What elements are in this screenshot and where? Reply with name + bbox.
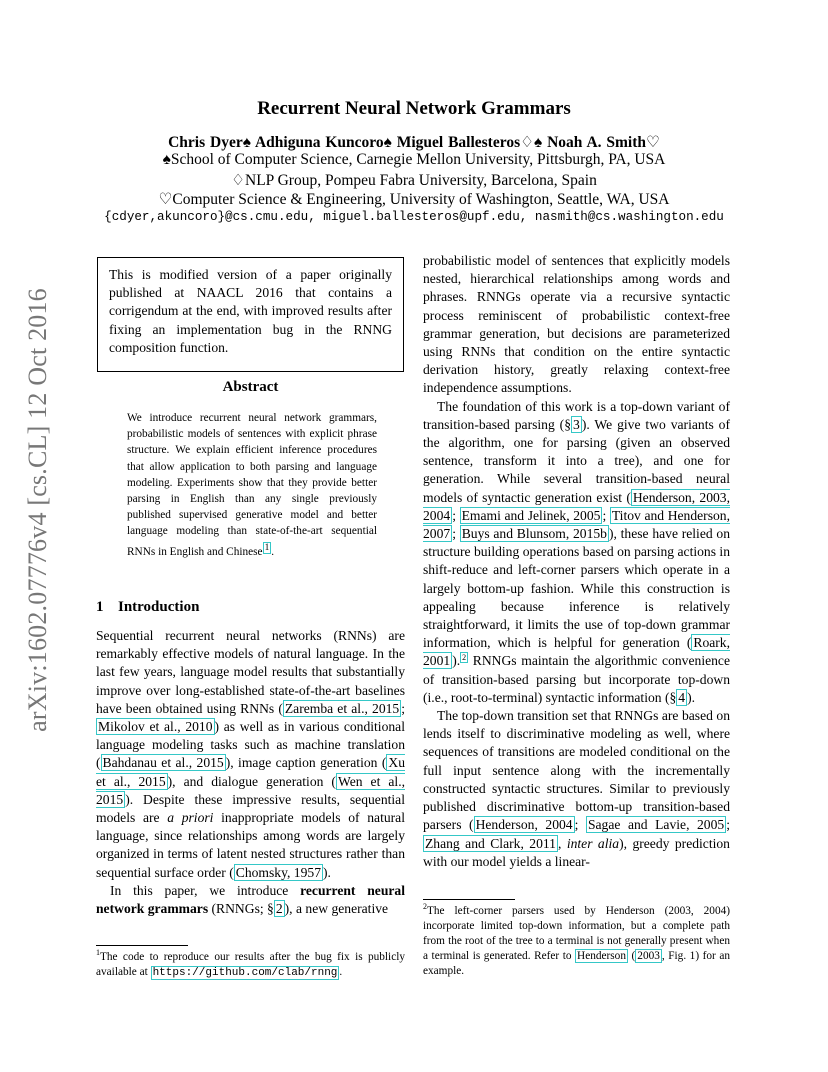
citation-henderson-2004[interactable]: Henderson, 2004 [475,817,573,833]
citation-xu[interactable]: Xu et al., 2015 [96,755,406,789]
author-list: Chris Dyer♠ Adhiguna Kuncoro♠ Miguel Ballesteros♢♠ Noah A. Smith♡ [168,134,660,151]
section-title: Introduction [118,599,200,615]
author-emails: {cdyer,akuncoro}@cs.cmu.edu, miguel.ballesteros@upf.edu, nasmith@cs.washington.edu [104,210,724,224]
citation-zhang[interactable]: Zhang and Clark, 2011 [425,835,556,851]
section-heading [96,599,199,616]
intro-right-column: probabilistic model of sentences that explicitly models nested, hierarchical relationships among words and phrases. RNNGs operate via a recursive syntactic process reminiscent of probabilistic context-free grammar generation, but decisions are parameterized using RNNs that condition on the entire syntactic derivation history, greatly relaxing context-free independence assumptions. The foundation of this work is a top-down variant of transition-based parsing (§ 3 ). We give two variants of the algorithm, one for parsing (given an observed sentence, transform it into a tree), and one for generation. While several transition-based neural models of syntactic generation exist ( Henderson, 2003, 2004 ; Emami and Jelinek, 2005 ; Titov and Henderson, 2007 ; Buys and Blunsom, 2015b ), these have relied on structure building operations based on parsing actions in shift-reduce and left-corner parsers which operate in a largely bottom-up fashion. While this construction is appealing because inference is relatively straightforward, it limits the use of top-down grammar information, which is helpful for generation ( Roark, 2001 ). $^2$ RNNGs maintain the algorithmic convenience of transition-based parsing but incorporate top-down (i.e., root-to-terminal) syntactic information (§ 4 ). The top-down transition set that RNNGs are based on lends itself to discriminative modeling as well, where sequences of transitions are modeled conditional on the full input sentence along with the incrementally constructed syntactic structures. Similar to previously published discriminative bottom-up transition-based parsers ( Henderson, 2004 ; Sagae and Lavie, 2005 ; Zhang and Clark, 2011 , inter alia), greedy prediction with our model yields a linear- [423,253,730,869]
citation-henderson-fn-year[interactable]: 2003 [637,950,660,962]
citation-bahdanau[interactable]: Bahdanau et al., 2015 [102,755,224,771]
citation-mikolov[interactable]: Mikolov et al., 2010 [98,719,213,735]
abstract-body: We introduce recurrent neural network grammars, probabilistic models of sentences with explicit phrase structure. We explain efficient inference procedures that allow application to both parsing and language modeling. Experiments show that they provide better parsing in English than any single previously published supervised generative model and better language modeling than state-of-the-art sequential RNNs in English and Chinese [127,412,377,558]
abstract-text: We introduce recurrent neural network grammars, probabilistic models of sentences with explicit phrase structure. We explain efficient inference procedures that allow application to both parsing and language modeling. Experiments show that they provide better parsing in English than any single previously published supervised generative model and better language modeling than state-of-the-art sequential RNNs in English and Chinese $^1$ . [127,412,377,558]
section-ref-4[interactable]: 4 [678,689,686,705]
footnote-rule-right [423,899,515,900]
arxiv-stamp: arXiv:1602.07776v4 [cs.CL] 12 Oct 2016 [23,288,52,732]
intro-left-column: Sequential recurrent neural networks (RNNs) are remarkably effective models of natural language. In the last few years, language model results that substantially improve over long-established state-of-the-art baselines have been obtained using RNNs ( Zaremba et al., 2015 ; Mikolov et al., 2010 ) as well as in various conditional language modeling tasks such as machine translation ( Bahdanau et al., 2015 ), image caption generation ( Xu et al., 2015 ), and dialogue generation ( Wen et al., 2015 ). Despite these impressive results, sequential models are a priori inappropriate models of natural language, since relationships among words are largely organized in terms of latent nested structures rather than sequential surface order ( Chomsky, 1957 ). In this paper, we introduce recurrent neural network grammars (RNNGs; § 2 ), a new generative [96,628,406,917]
footnote-ref-2[interactable]: 2 [462,652,467,662]
affiliation-uw: ♡Computer Science & Engineering, University of Washington, Seattle, WA, USA [158,191,670,208]
citation-emami[interactable]: Emami and Jelinek, 2005 [461,507,601,523]
paper-title: Recurrent Neural Network Grammars [257,98,571,119]
footnote-ref-1[interactable]: 1 [264,542,270,553]
footnote-2-tail: , Fig. 1) for an example. [423,950,731,977]
footnote-2-text: The left-corner parsers used by Henderson (2003, 2004) incorporate limited top-down information, but a complete path from the root of the tree to a terminal is not generally present when a terminal is generated. Refer to [423,905,730,962]
affiliation-cmu: ♠School of Computer Science, Carnegie Mellon University, Pittsburgh, PA, USA [162,151,666,168]
footnote-2-number: 2 [423,902,427,912]
section-ref-3[interactable]: 3 [573,416,580,432]
citation-buys[interactable]: Buys and Blunsom, 2015b [461,526,607,542]
citation-sagae[interactable]: Sagae and Lavie, 2005 [587,817,725,833]
affiliation-upf: ♢NLP Group, Pompeu Fabra University, Barcelona, Spain [231,172,597,189]
citation-wen[interactable]: Wen et al., 2015 [96,773,405,807]
citation-zaremba[interactable]: Zaremba et al., 2015 [284,700,400,716]
footnote-2: $^2$The left-corner parsers used by Henderson (2003, 2004) incorporate limited top-down information, but a complete path from the root of the tree to a terminal is not generally present when a terminal is generated. Refer to Henderson ( 2003 , Fig. 1) for an example. [423,902,731,977]
citation-chomsky[interactable]: Chomsky, 1957 [235,864,321,880]
citation-titov[interactable]: Titov and Henderson, 2007 [423,507,730,542]
footnote-1-text: The code to reproduce our results after the bug fix is publicly available at [96,951,405,978]
corrigendum-note: This is modified version of a paper originally published at NAACL 2016 that contains a corrigendum at the end, with improved results after fixing an implementation bug in the RNNG composition function. [97,257,404,372]
footnote-1-number: 1 [96,948,100,958]
section-ref-2[interactable]: 2 [275,901,283,917]
footnote-1: $^1$The code to reproduce our results after the bug fix is publicly available at https://github.com/clab/rnng . [96,948,405,979]
citation-roark[interactable]: Roark, 2001 [423,635,730,669]
section-number: 1 [96,599,104,615]
citation-henderson-2003[interactable]: Henderson, 2003, 2004 [423,489,730,523]
code-url-link[interactable]: https://github.com/clab/rnng [152,967,338,979]
citation-henderson-fn[interactable]: Henderson [577,950,626,962]
abstract-heading: Abstract [222,379,279,395]
footnote-rule-left [96,945,188,946]
